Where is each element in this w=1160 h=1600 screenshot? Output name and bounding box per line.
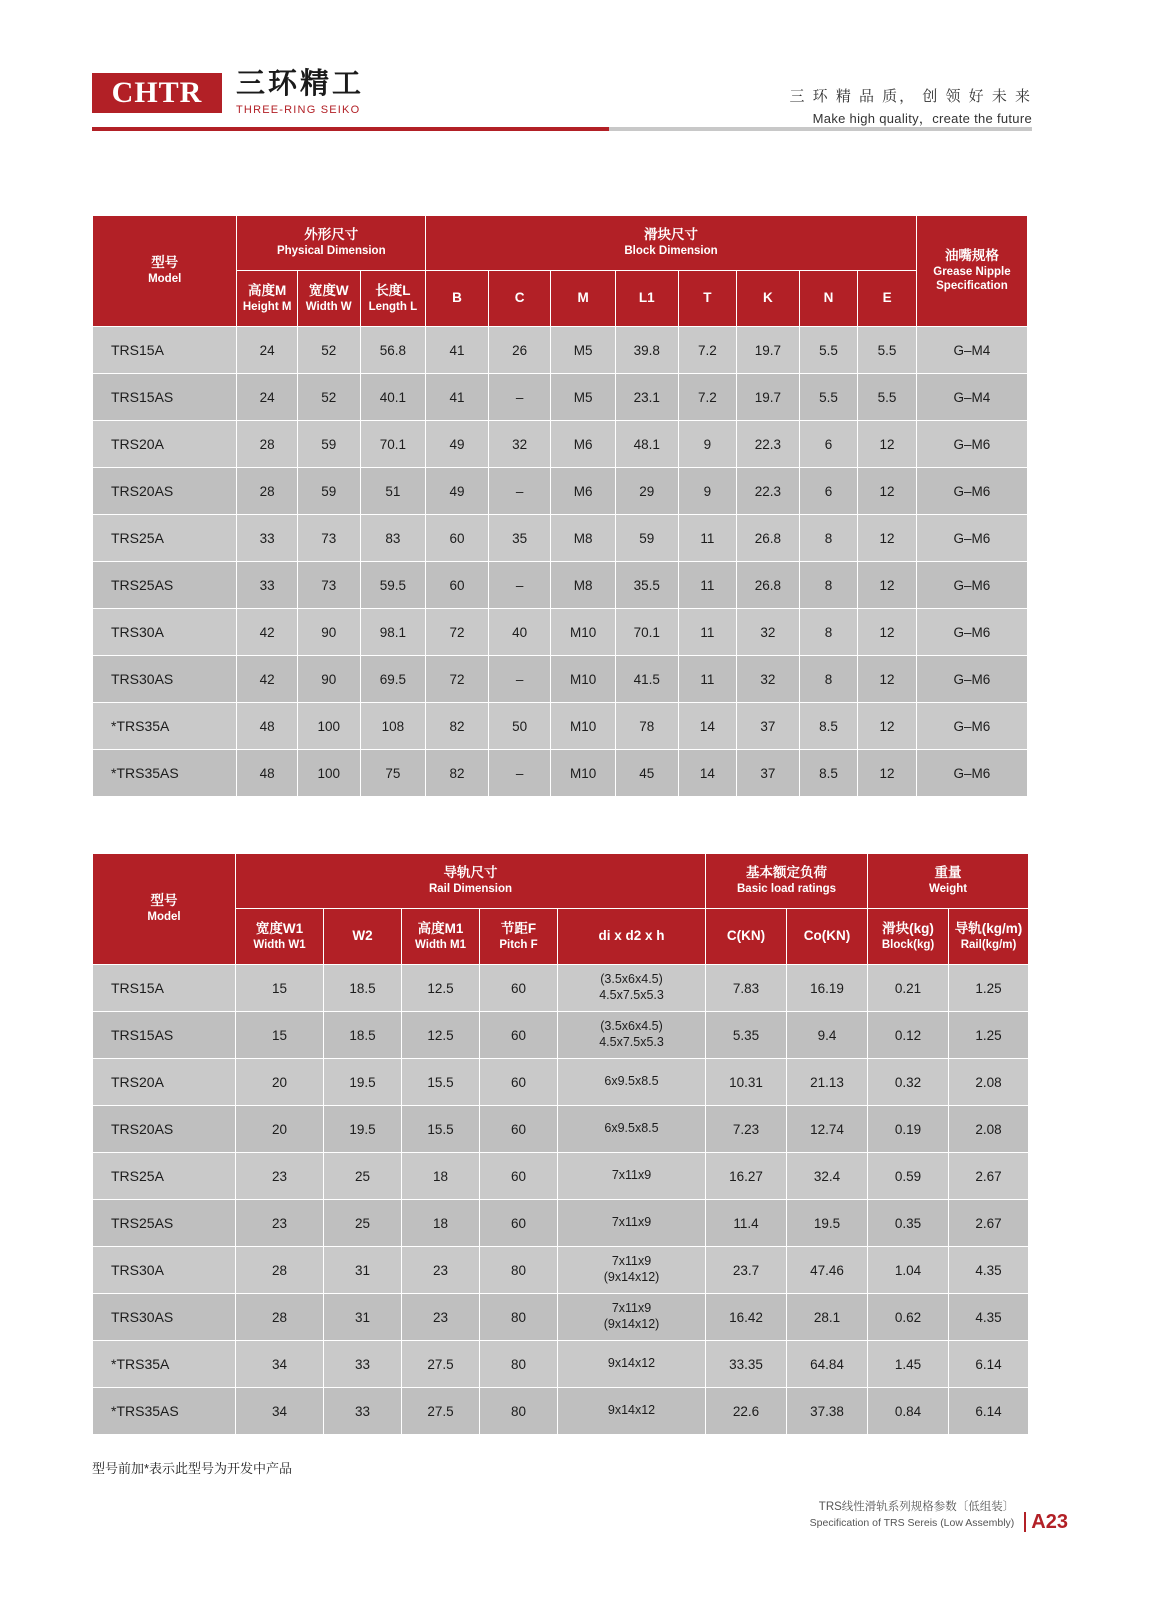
table-row [93,1200,1029,1247]
cell-c: 10.31 [706,1059,787,1106]
cell-e: 5.5 [858,374,917,421]
cell-c: 33.35 [706,1341,787,1388]
th-group-load: 基本额定负荷 Basic load ratings [706,854,868,909]
table-row [93,515,1028,562]
cell-m: 33 [237,562,298,609]
cell-hole: 9x14x12 [558,1341,706,1388]
cell-l1: 59 [615,515,678,562]
cell-nipple: G–M6 [916,421,1027,468]
cell-b: 41 [426,327,489,374]
cell-e: 5.5 [858,327,917,374]
cell-w2: 25 [324,1153,402,1200]
cell-rail-weight: 1.25 [949,1012,1029,1059]
table-row [93,703,1028,750]
cell-k: 22.3 [737,468,800,515]
cell-w: 73 [297,562,360,609]
cell-rail-weight: 2.08 [949,1106,1029,1153]
cell-c: 16.42 [706,1294,787,1341]
cell-co: 47.46 [787,1247,868,1294]
cell-model: TRS25AS [93,1200,236,1247]
cell-l1: 29 [615,468,678,515]
cell-model: TRS20A [93,1059,236,1106]
page-footer [810,1499,1068,1532]
cell-model: *TRS35AS [93,750,237,797]
cell-w2: 31 [324,1247,402,1294]
th-model: 型号 Model [93,854,236,965]
cell-k: 37 [737,750,800,797]
cell-block-weight: 0.35 [868,1200,949,1247]
cell-model: TRS20AS [93,1106,236,1153]
cell-model: TRS30AS [93,1294,236,1341]
cell-t: 11 [678,609,737,656]
table-row [93,327,1028,374]
cell-model: TRS20AS [93,468,237,515]
table-row [93,1153,1029,1200]
table-row [93,421,1028,468]
cell-model: TRS15AS [93,374,237,421]
logo-text [236,70,364,116]
cell-k: 32 [737,609,800,656]
cell-rail-weight: 2.67 [949,1200,1029,1247]
table1-group-header-row [93,216,1028,271]
th-height-m1: 高度M1 Width M1 [402,909,480,965]
cell-nipple: G–M4 [916,327,1027,374]
cell-c: – [488,374,551,421]
cell-mm: M5 [551,374,616,421]
footer-caption-cn: TRS线性滑轨系列规格参数〔低组装〕 [818,1501,1015,1513]
slogan-cn: 三 环 精 品 质， 创 领 好 未 来 [789,88,1032,105]
cell-hole: 9x14x12 [558,1388,706,1435]
cell-block-weight: 0.32 [868,1059,949,1106]
cell-n: 8.5 [799,703,858,750]
cell-c: 22.6 [706,1388,787,1435]
cell-m: 42 [237,656,298,703]
cell-c: – [488,656,551,703]
cell-m1: 23 [402,1294,480,1341]
cell-nipple: G–M6 [916,468,1027,515]
cell-w1: 34 [236,1388,324,1435]
cell-l1: 70.1 [615,609,678,656]
cell-w2: 31 [324,1294,402,1341]
cell-n: 5.5 [799,374,858,421]
cell-e: 12 [858,703,917,750]
th-co-kn: Co(KN) [787,909,868,965]
cell-m: 28 [237,468,298,515]
cell-c: 35 [488,515,551,562]
cell-block-weight: 0.21 [868,965,949,1012]
cell-rail-weight: 4.35 [949,1247,1029,1294]
cell-b: 60 [426,515,489,562]
table-row [93,468,1028,515]
cell-block-weight: 0.12 [868,1012,949,1059]
cell-rail-weight: 6.14 [949,1341,1029,1388]
footer-caption [810,1499,1015,1532]
cell-f: 60 [480,1059,558,1106]
th-group-block: 滑块尺寸 Block Dimension [426,216,917,271]
cell-c: – [488,468,551,515]
th-m: M [551,271,616,327]
cell-l1: 23.1 [615,374,678,421]
cell-m1: 18 [402,1153,480,1200]
header-divider [92,127,1032,131]
table1-body [93,327,1028,797]
cell-k: 19.7 [737,327,800,374]
cell-m1: 23 [402,1247,480,1294]
cell-c: 7.83 [706,965,787,1012]
th-pitch-f: 节距F Pitch F [480,909,558,965]
table-row [93,1106,1029,1153]
cell-k: 22.3 [737,421,800,468]
cell-w1: 15 [236,1012,324,1059]
cell-mm: M6 [551,421,616,468]
cell-mm: M5 [551,327,616,374]
cell-nipple: G–M6 [916,562,1027,609]
cell-w2: 33 [324,1341,402,1388]
cell-e: 12 [858,750,917,797]
cell-t: 11 [678,656,737,703]
cell-m1: 27.5 [402,1388,480,1435]
th-c: C [488,271,551,327]
cell-c: 50 [488,703,551,750]
cell-m1: 15.5 [402,1059,480,1106]
cell-mm: M10 [551,609,616,656]
th-l1: L1 [615,271,678,327]
th-c-kn: C(KN) [706,909,787,965]
cell-mm: M6 [551,468,616,515]
cell-w1: 34 [236,1341,324,1388]
cell-hole: 7x11x9 [558,1153,706,1200]
cell-w2: 19.5 [324,1059,402,1106]
cell-m: 42 [237,609,298,656]
cell-m: 24 [237,374,298,421]
cell-l: 51 [360,468,426,515]
cell-block-weight: 0.59 [868,1153,949,1200]
dimensions-table [92,215,1028,797]
cell-n: 8 [799,515,858,562]
table2-body [93,965,1029,1435]
cell-b: 49 [426,421,489,468]
cell-e: 12 [858,562,917,609]
th-t: T [678,271,737,327]
cell-e: 12 [858,421,917,468]
cell-w1: 28 [236,1247,324,1294]
cell-w2: 19.5 [324,1106,402,1153]
cell-nipple: G–M6 [916,703,1027,750]
cell-rail-weight: 6.14 [949,1388,1029,1435]
cell-w1: 28 [236,1294,324,1341]
table-row [93,1059,1029,1106]
cell-e: 12 [858,656,917,703]
cell-rail-weight: 1.25 [949,965,1029,1012]
th-width-w1: 宽度W1 Width W1 [236,909,324,965]
cell-l1: 35.5 [615,562,678,609]
cell-l: 108 [360,703,426,750]
th-height-m: 高度M Height M [237,271,298,327]
cell-model: TRS15AS [93,1012,236,1059]
cell-t: 9 [678,421,737,468]
cell-m1: 12.5 [402,1012,480,1059]
cell-block-weight: 1.04 [868,1247,949,1294]
cell-w2: 18.5 [324,1012,402,1059]
cell-m1: 18 [402,1200,480,1247]
cell-hole: (3.5x6x4.5) 4.5x7.5x5.3 [558,965,706,1012]
cell-l: 59.5 [360,562,426,609]
cell-n: 8 [799,609,858,656]
cell-co: 16.19 [787,965,868,1012]
cell-l: 40.1 [360,374,426,421]
cell-block-weight: 0.62 [868,1294,949,1341]
cell-model: TRS15A [93,965,236,1012]
cell-mm: M8 [551,515,616,562]
cell-t: 11 [678,515,737,562]
cell-t: 7.2 [678,327,737,374]
cell-c: 26 [488,327,551,374]
cell-b: 49 [426,468,489,515]
cell-nipple: G–M4 [916,374,1027,421]
cell-c: 32 [488,421,551,468]
cell-model: TRS15A [93,327,237,374]
cell-w: 100 [297,750,360,797]
cell-f: 60 [480,1012,558,1059]
table-row [93,562,1028,609]
cell-mm: M10 [551,703,616,750]
page-number: A23 [1024,1512,1068,1532]
th-model: 型号 Model [93,216,237,327]
table-row [93,1247,1029,1294]
cell-m1: 27.5 [402,1341,480,1388]
table-row [93,609,1028,656]
cell-f: 80 [480,1247,558,1294]
table2-group-header-row [93,854,1029,909]
cell-w2: 33 [324,1388,402,1435]
cell-w2: 18.5 [324,965,402,1012]
th-width-w: 宽度W Width W [297,271,360,327]
cell-nipple: G–M6 [916,656,1027,703]
cell-w: 52 [297,374,360,421]
th-b: B [426,271,489,327]
cell-nipple: G–M6 [916,515,1027,562]
cell-mm: M8 [551,562,616,609]
cell-m1: 15.5 [402,1106,480,1153]
th-rail-weight: 导轨(kg/m) Rail(kg/m) [949,909,1029,965]
cell-n: 5.5 [799,327,858,374]
cell-b: 60 [426,562,489,609]
cell-co: 37.38 [787,1388,868,1435]
cell-c: 23.7 [706,1247,787,1294]
slogan-en: Make high quality，create the future [812,110,1032,126]
cell-model: *TRS35A [93,1341,236,1388]
cell-model: TRS30A [93,609,237,656]
cell-co: 32.4 [787,1153,868,1200]
th-group-physical: 外形尺寸 Physical Dimension [237,216,426,271]
cell-c: – [488,750,551,797]
footnote: 型号前加*表示此型号为开发中产品 [92,1461,293,1476]
th-group-rail: 导轨尺寸 Rail Dimension [236,854,706,909]
cell-model: TRS30A [93,1247,236,1294]
company-slogan [789,86,1032,128]
cell-c: 11.4 [706,1200,787,1247]
cell-co: 21.13 [787,1059,868,1106]
cell-k: 37 [737,703,800,750]
cell-t: 11 [678,562,737,609]
th-w2: W2 [324,909,402,965]
cell-n: 8 [799,656,858,703]
cell-w: 90 [297,656,360,703]
th-n: N [799,271,858,327]
cell-co: 28.1 [787,1294,868,1341]
th-group-nipple: 油嘴规格 Grease Nipple Specification [916,216,1027,327]
cell-hole: (3.5x6x4.5) 4.5x7.5x5.3 [558,1012,706,1059]
logo-text-cn: 三环精工 [236,68,365,100]
cell-hole: 7x11x9 (9x14x12) [558,1247,706,1294]
cell-c: 16.27 [706,1153,787,1200]
cell-m1: 12.5 [402,965,480,1012]
cell-hole: 7x11x9 (9x14x12) [558,1294,706,1341]
cell-rail-weight: 4.35 [949,1294,1029,1341]
table-row [93,374,1028,421]
cell-b: 82 [426,750,489,797]
cell-c: 40 [488,609,551,656]
cell-k: 26.8 [737,562,800,609]
cell-n: 6 [799,421,858,468]
cell-b: 41 [426,374,489,421]
cell-l: 75 [360,750,426,797]
cell-rail-weight: 2.67 [949,1153,1029,1200]
cell-w: 59 [297,421,360,468]
table-row [93,1388,1029,1435]
cell-nipple: G–M6 [916,609,1027,656]
th-hole-dims: di x d2 x h [558,909,706,965]
cell-block-weight: 0.84 [868,1388,949,1435]
cell-m: 48 [237,703,298,750]
cell-f: 60 [480,1200,558,1247]
table-row [93,1294,1029,1341]
cell-n: 6 [799,468,858,515]
cell-l1: 45 [615,750,678,797]
cell-n: 8 [799,562,858,609]
cell-m: 33 [237,515,298,562]
cell-c: – [488,562,551,609]
cell-f: 60 [480,965,558,1012]
th-block-weight: 滑块(kg) Block(kg) [868,909,949,965]
table-row [93,1012,1029,1059]
cell-w1: 20 [236,1106,324,1153]
cell-c: 5.35 [706,1012,787,1059]
cell-n: 8.5 [799,750,858,797]
cell-co: 12.74 [787,1106,868,1153]
th-k: K [737,271,800,327]
cell-co: 9.4 [787,1012,868,1059]
company-logo [92,70,364,116]
cell-hole: 6x9.5x8.5 [558,1059,706,1106]
cell-e: 12 [858,468,917,515]
cell-block-weight: 1.45 [868,1341,949,1388]
cell-co: 64.84 [787,1341,868,1388]
cell-l: 70.1 [360,421,426,468]
footer-caption-en: Specification of TRS Sereis (Low Assembly) [809,1517,1015,1530]
cell-t: 7.2 [678,374,737,421]
cell-e: 12 [858,609,917,656]
cell-co: 19.5 [787,1200,868,1247]
cell-l1: 48.1 [615,421,678,468]
cell-l: 69.5 [360,656,426,703]
cell-f: 80 [480,1388,558,1435]
cell-l: 83 [360,515,426,562]
cell-model: TRS25A [93,1153,236,1200]
cell-w1: 23 [236,1153,324,1200]
cell-mm: M10 [551,750,616,797]
th-group-weight: 重量 Weight [868,854,1029,909]
cell-b: 72 [426,609,489,656]
cell-w2: 25 [324,1200,402,1247]
cell-c: 7.23 [706,1106,787,1153]
cell-nipple: G–M6 [916,750,1027,797]
cell-model: TRS20A [93,421,237,468]
cell-w: 59 [297,468,360,515]
cell-rail-weight: 2.08 [949,1059,1029,1106]
cell-w: 73 [297,515,360,562]
table-row [93,750,1028,797]
cell-l1: 78 [615,703,678,750]
cell-f: 80 [480,1341,558,1388]
logo-text-en: THREE-RING SEIKO [236,104,361,116]
cell-w: 90 [297,609,360,656]
cell-l: 98.1 [360,609,426,656]
logo-mark: CHTR [92,73,222,113]
cell-w: 100 [297,703,360,750]
cell-t: 14 [678,703,737,750]
table-row [93,656,1028,703]
cell-mm: M10 [551,656,616,703]
cell-l1: 39.8 [615,327,678,374]
cell-model: *TRS35AS [93,1388,236,1435]
cell-m: 48 [237,750,298,797]
cell-b: 82 [426,703,489,750]
cell-model: *TRS35A [93,703,237,750]
cell-w1: 15 [236,965,324,1012]
cell-f: 60 [480,1153,558,1200]
cell-l1: 41.5 [615,656,678,703]
cell-f: 60 [480,1106,558,1153]
cell-model: TRS30AS [93,656,237,703]
cell-b: 72 [426,656,489,703]
cell-model: TRS25AS [93,562,237,609]
table-row [93,965,1029,1012]
cell-model: TRS25A [93,515,237,562]
cell-w1: 20 [236,1059,324,1106]
th-length-l: 长度L Length L [360,271,426,327]
cell-m: 24 [237,327,298,374]
cell-m: 28 [237,421,298,468]
cell-e: 12 [858,515,917,562]
rail-load-weight-table [92,853,1029,1435]
cell-k: 32 [737,656,800,703]
th-e: E [858,271,917,327]
cell-t: 9 [678,468,737,515]
cell-w: 52 [297,327,360,374]
cell-hole: 6x9.5x8.5 [558,1106,706,1153]
cell-l: 56.8 [360,327,426,374]
cell-k: 19.7 [737,374,800,421]
cell-w1: 23 [236,1200,324,1247]
cell-t: 14 [678,750,737,797]
cell-k: 26.8 [737,515,800,562]
cell-hole: 7x11x9 [558,1200,706,1247]
table-row [93,1341,1029,1388]
cell-block-weight: 0.19 [868,1106,949,1153]
cell-f: 80 [480,1294,558,1341]
